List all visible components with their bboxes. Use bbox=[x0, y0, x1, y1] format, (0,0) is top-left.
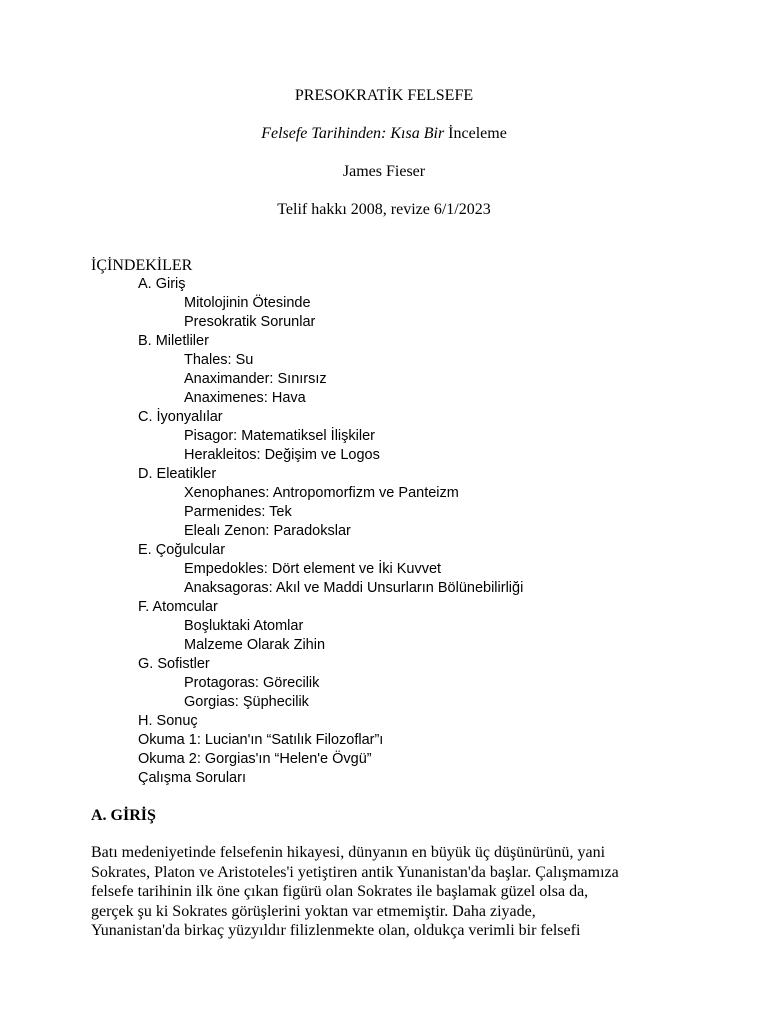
paragraph-line: Yunanistan'da birkaç yüzyıldır filizlenmekte olan, oldukça verimli bir felsefi bbox=[91, 922, 581, 939]
document-author: James Fieser bbox=[342, 163, 426, 180]
toc-subsection-entry: Anaksagoras: Akıl ve Maddi Unsurların Bölünebilirliği bbox=[184, 580, 524, 596]
toc-subsection-entry: Pisagor: Matematiksel İlişkiler bbox=[184, 428, 375, 444]
toc-subsection-entry: Mitolojinin Ötesinde bbox=[184, 295, 311, 311]
table-of-contents bbox=[91, 256, 523, 788]
paragraph-line: gerçek şu ki Sokrates görüşlerini yoktan var etmemiştir. Daha ziyade, bbox=[91, 902, 536, 920]
document-title: PRESOKRATİK FELSEFE bbox=[294, 87, 474, 104]
paragraph-line: felsefe tarihinin ilk öne çıkan figürü olan Sokrates ile başlamak güzel olsa da, bbox=[91, 883, 589, 900]
toc-section-entry: Okuma 1: Lucian'ın “Satılık Filozoflar”ı bbox=[138, 732, 384, 748]
toc-section-entry: D. Eleatikler bbox=[138, 466, 217, 482]
toc-subsection-entry: Parmenides: Tek bbox=[184, 504, 292, 520]
copyright-notice: Telif hakkı 2008, revize 6/1/2023 bbox=[277, 201, 491, 218]
toc-subsection-entry: Empedokles: Dört element ve İki Kuvvet bbox=[184, 561, 442, 577]
toc-section-entry: C. İyonyalılar bbox=[138, 409, 223, 425]
toc-subsection-entry: Gorgias: Şüphecilik bbox=[184, 694, 309, 710]
document-subtitle bbox=[0, 124, 768, 144]
toc-subsection-entry: Presokratik Sorunlar bbox=[184, 314, 316, 330]
subtitle-plain-part: İnceleme bbox=[444, 125, 507, 142]
toc-section-entry: F. Atomcular bbox=[138, 599, 218, 615]
toc-section-entry: E. Çoğulcular bbox=[138, 542, 226, 558]
toc-subsection-entry: Anaximander: Sınırsız bbox=[184, 371, 327, 387]
toc-section-entry: Çalışma Soruları bbox=[138, 770, 246, 786]
toc-subsection-entry: Protagoras: Görecilik bbox=[184, 675, 320, 691]
paragraph-line: Batı medeniyetinde felsefenin hikayesi, dünyanın en büyük üç düşünürünü, yani bbox=[91, 844, 606, 861]
toc-heading: İÇİNDEKİLER bbox=[91, 257, 193, 274]
toc-subsection-entry: Xenophanes: Antropomorfizm ve Panteizm bbox=[184, 485, 459, 501]
section-body-text bbox=[91, 843, 691, 941]
toc-subsection-entry: Elealı Zenon: Paradokslar bbox=[184, 523, 351, 539]
toc-section-entry: Okuma 2: Gorgias'ın “Helen'e Övgü” bbox=[138, 751, 372, 767]
toc-subsection-entry: Malzeme Olarak Zihin bbox=[184, 637, 326, 653]
paragraph-line: Sokrates, Platon ve Aristoteles'i yetiştiren antik Yunanistan'da başlar. Çalışmamıza bbox=[91, 863, 619, 881]
toc-section-entry: G. Sofistler bbox=[138, 656, 210, 672]
section-heading: A. GİRİŞ bbox=[91, 807, 156, 824]
toc-subsection-entry: Herakleitos: Değişim ve Logos bbox=[184, 447, 380, 463]
toc-section-entry: B. Miletliler bbox=[138, 333, 209, 349]
toc-section-entry: H. Sonuç bbox=[138, 713, 198, 729]
toc-subsection-entry: Boşluktaki Atomlar bbox=[184, 618, 304, 634]
toc-section-entry: A. Giriş bbox=[138, 276, 186, 292]
subtitle-italic-part: Felsefe Tarihinden: Kısa Bir bbox=[261, 125, 445, 142]
toc-subsection-entry: Thales: Su bbox=[184, 352, 254, 368]
toc-subsection-entry: Anaximenes: Hava bbox=[184, 390, 306, 406]
